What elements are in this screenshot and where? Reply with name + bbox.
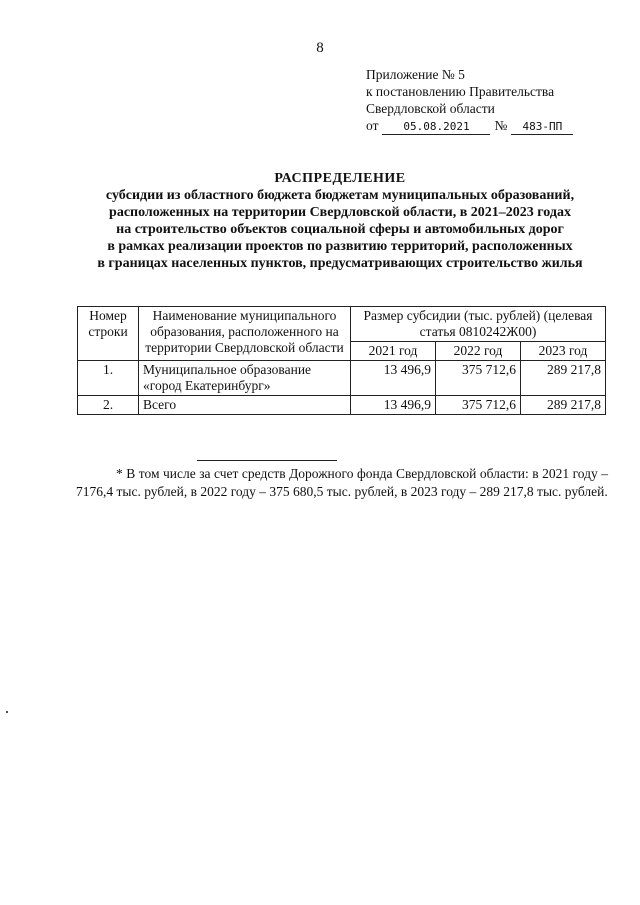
page-number: 8 bbox=[316, 40, 324, 56]
row-amount-2022: 375 712,6 bbox=[436, 361, 521, 396]
title-main: РАСПРЕДЕЛЕНИЕ bbox=[274, 171, 406, 186]
total-amount-2021: 13 496,9 bbox=[351, 396, 436, 415]
footnote bbox=[76, 465, 608, 501]
title-line-5: в границах населенных пунктов, предусматривающих строительство жилья bbox=[97, 256, 583, 271]
total-amount-2022: 375 712,6 bbox=[436, 396, 521, 415]
header-municipality-name: Наименование муниципального образования, расположенного на территории Свердловской области bbox=[139, 307, 351, 361]
footnote-divider bbox=[197, 460, 337, 461]
appendix-block bbox=[366, 66, 573, 135]
title-line-1: субсидии из областного бюджета бюджетам муниципальных образований, bbox=[105, 188, 575, 203]
title-line-3: на строительство объектов социальной сферы и автомобильных дорог bbox=[116, 222, 564, 237]
appendix-title: Приложение № 5 bbox=[366, 67, 465, 82]
resolution-number: 483-ПП bbox=[511, 120, 573, 135]
table-row bbox=[78, 361, 606, 396]
row-number: 2. bbox=[78, 396, 139, 415]
header-year-2021: 2021 год bbox=[351, 342, 436, 361]
row-number: 1. bbox=[78, 361, 139, 396]
number-label: № bbox=[494, 118, 508, 133]
header-subsidy-amount: Размер субсидии (тыс. рублей) (целевая статья 0810242Ж00) bbox=[351, 307, 606, 342]
row-municipality: Муниципальное образование «город Екатеринбург» bbox=[139, 361, 351, 396]
from-label: от bbox=[366, 118, 379, 133]
appendix-resolution-line: к постановлению Правительства bbox=[366, 84, 555, 99]
header-year-2023: 2023 год bbox=[521, 342, 606, 361]
resolution-date: 05.08.2021 bbox=[382, 120, 490, 135]
table-total-row bbox=[78, 396, 606, 415]
header-year-2022: 2022 год bbox=[436, 342, 521, 361]
title-line-2: расположенных на территории Свердловской области, в 2021–2023 годах bbox=[109, 205, 571, 220]
scan-artifact bbox=[6, 711, 8, 713]
title-line-4: в рамках реализации проектов по развитию территорий, расположенных bbox=[107, 239, 573, 254]
row-amount-2021: 13 496,9 bbox=[351, 361, 436, 396]
header-row-number: Номер строки bbox=[78, 307, 139, 361]
row-total-label: Всего bbox=[139, 396, 351, 415]
resolution-reference bbox=[366, 117, 573, 135]
row-amount-2023: 289 217,8 bbox=[521, 361, 606, 396]
total-amount-2023: 289 217,8 bbox=[521, 396, 606, 415]
subsidy-table bbox=[77, 306, 606, 415]
table-header-row bbox=[78, 307, 606, 342]
document-title bbox=[40, 170, 640, 272]
appendix-region-line: Свердловской области bbox=[366, 101, 495, 116]
footnote-text: * В том числе за счет средств Дорожного фонда Свердловской области: в 2021 году – 7176,4 тыс. рублей, в 2022 году – 375 680,5 тыс. рублей, в 2023 году – 289 217,8 тыс. рублей. bbox=[76, 466, 608, 499]
